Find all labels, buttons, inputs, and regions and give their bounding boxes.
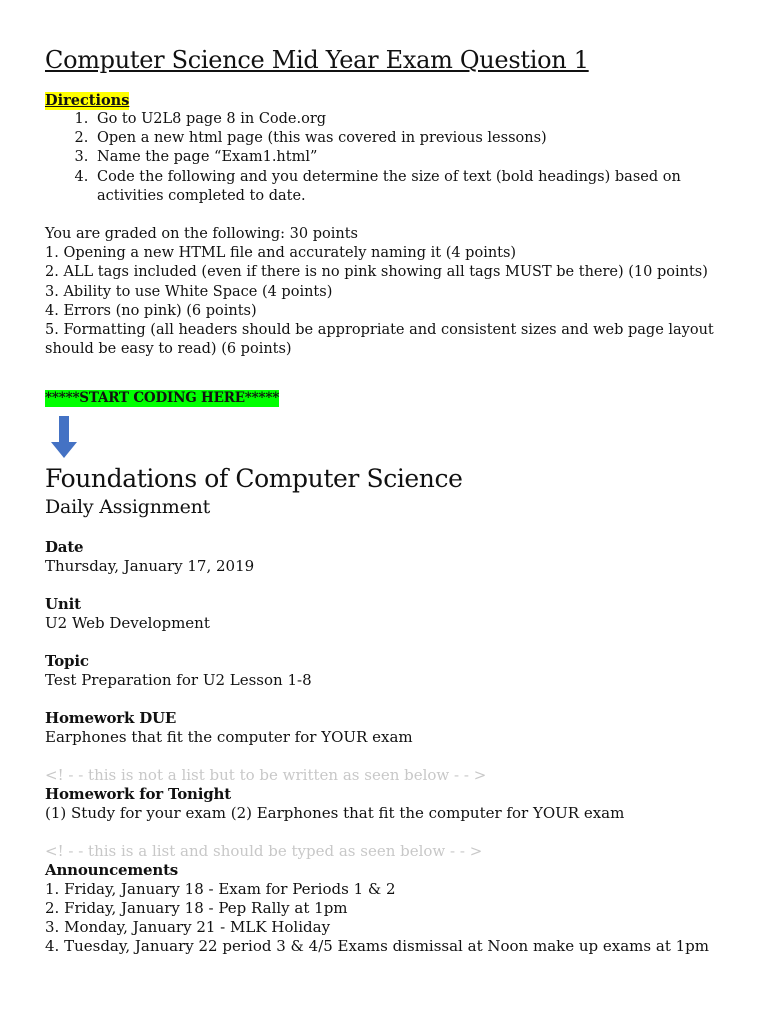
- grading-item: 5. Formatting (all headers should be appropriate and consistent sizes and web page layout should be easy to read) (6 points): [45, 322, 714, 358]
- direction-item: 4. Code the following and you determine the size of text (bold headings) based on activities completed to date.: [93, 168, 735, 206]
- homework-tonight-value: (1) Study for your exam (2) Earphones that fit the computer for YOUR exam: [45, 804, 625, 823]
- document-page: [45, 46, 735, 956]
- announcement-item: 1. Friday, January 18 - Exam for Periods 1 & 2: [45, 880, 396, 899]
- homework-tonight-label: Homework for Tonight: [45, 785, 231, 804]
- directions-list: [45, 110, 735, 206]
- announcements-section: [45, 842, 735, 956]
- direction-item: 2. Open a new html page (this was covered in previous lessons): [93, 129, 735, 148]
- date-value: Thursday, January 17, 2019: [45, 557, 255, 576]
- direction-item: 1. Go to U2L8 page 8 in Code.org: [93, 110, 735, 129]
- start-coding-banner: *****START CODING HERE*****: [45, 390, 280, 407]
- grading-item: 3. Ability to use White Space (4 points): [45, 283, 333, 300]
- unit-value: U2 Web Development: [45, 614, 210, 633]
- direction-item: 3. Name the page “Exam1.html”: [93, 148, 735, 167]
- announcement-item: 3. Monday, January 21 - MLK Holiday: [45, 918, 331, 937]
- assignment-subheading: Daily Assignment: [45, 496, 211, 519]
- topic-value: Test Preparation for U2 Lesson 1-8: [45, 671, 312, 690]
- date-section: [45, 538, 735, 576]
- homework-due-section: [45, 709, 735, 747]
- announcements-label: Announcements: [45, 861, 179, 880]
- grading-item: 2. ALL tags included (even if there is no pink showing all tags MUST be there) (10 points): [45, 264, 708, 281]
- unit-label: Unit: [45, 595, 81, 614]
- grading-block: [45, 225, 735, 359]
- grading-item: 4. Errors (no pink) (6 points): [45, 302, 257, 319]
- grading-intro: You are graded on the following: 30 points: [45, 226, 358, 243]
- announcement-item: 2. Friday, January 18 - Pep Rally at 1pm: [45, 899, 348, 918]
- homework-tonight-section: [45, 766, 735, 823]
- date-label: Date: [45, 538, 84, 557]
- exam-title: Computer Science Mid Year Exam Question 1: [45, 46, 589, 74]
- unit-section: [45, 595, 735, 633]
- topic-section: [45, 652, 735, 690]
- html-comment-list: <! - - this is a list and should be typed as seen below - - >: [45, 842, 483, 861]
- grading-item: 1. Opening a new HTML file and accurately naming it (4 points): [45, 245, 517, 262]
- homework-due-label: Homework DUE: [45, 709, 177, 728]
- directions-block: [45, 90, 735, 206]
- directions-label: Directions: [45, 92, 130, 109]
- assignment-heading: Foundations of Computer Science: [45, 464, 463, 494]
- topic-label: Topic: [45, 652, 89, 671]
- html-comment-not-list: <! - - this is not a list but to be written as seen below - - >: [45, 766, 487, 785]
- homework-due-value: Earphones that fit the computer for YOUR exam: [45, 728, 413, 747]
- down-arrow-icon: [51, 416, 77, 458]
- announcement-item: 4. Tuesday, January 22 period 3 & 4/5 Exams dismissal at Noon make up exams at 1pm: [45, 937, 709, 956]
